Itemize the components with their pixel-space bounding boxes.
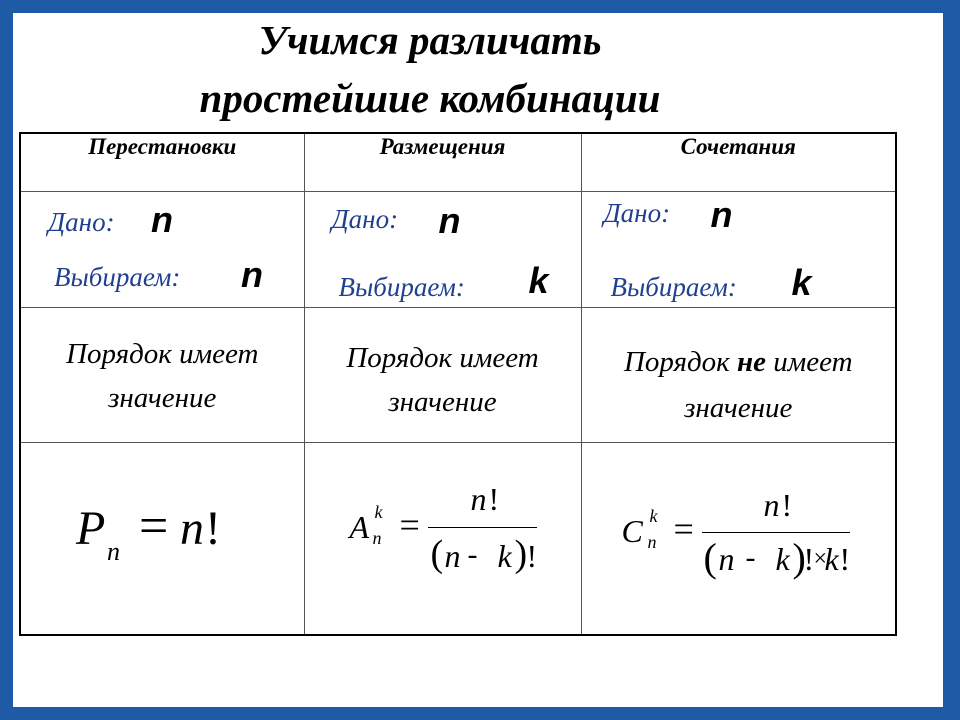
formula-subscript: n: [647, 531, 657, 552]
denominator-k: k: [497, 537, 512, 574]
fraction-bar: [428, 527, 537, 529]
order-line-1: Порядок имеет: [66, 337, 259, 370]
given-cell-arrangements: [304, 191, 581, 307]
fraction-bar: [702, 532, 850, 534]
denominator-k: k: [775, 540, 790, 577]
formula-equals: =: [673, 508, 694, 549]
formula-superscript: k: [649, 505, 658, 526]
numerator-n: n: [470, 480, 487, 517]
choose-label: Выбираем:: [54, 261, 181, 292]
numerator-factorial: !: [488, 480, 500, 517]
denominator-minus: -: [745, 540, 756, 574]
given-value: n: [151, 198, 173, 240]
formula-subscript: n: [372, 527, 382, 548]
given-value: n: [438, 199, 461, 241]
combinations-table: [19, 132, 897, 636]
given-cell-permutations: [20, 191, 304, 307]
numerator-n: n: [763, 486, 780, 523]
order-line-1: Порядок имеет: [346, 341, 539, 374]
order-cell-permutations: [20, 307, 304, 442]
denominator-factorial-2: !: [839, 540, 851, 577]
title-line-2: простейшие комбинации: [199, 75, 661, 121]
denominator-k2: k: [824, 540, 839, 577]
given-label: Дано:: [603, 197, 671, 228]
denominator-lparen: (: [703, 534, 717, 580]
order-cell-combinations: [581, 307, 896, 442]
denominator-factorial: !: [803, 540, 815, 577]
order-row: [20, 307, 896, 442]
header-permutations: Перестановки: [20, 133, 304, 191]
denominator-lparen: (: [430, 532, 444, 575]
formula-symbol: C: [621, 512, 643, 549]
header-combinations: Сочетания: [581, 133, 896, 191]
given-cell-combinations: [581, 191, 896, 307]
denominator-n: n: [718, 540, 735, 577]
given-value: n: [710, 193, 733, 235]
numerator-factorial: !: [781, 486, 793, 523]
formula-subscript: n: [107, 536, 120, 566]
denominator-n: n: [444, 537, 461, 574]
header-arrangements: Размещения: [304, 133, 581, 191]
given-row: [20, 191, 896, 307]
formula-cell-permutations: [20, 442, 304, 635]
choose-label: Выбираем:: [610, 271, 737, 302]
order-cell-arrangements: [304, 307, 581, 442]
formula-rhs-n: n: [180, 501, 204, 555]
order-line-2: значение: [388, 385, 497, 418]
denominator-minus: -: [467, 537, 478, 571]
choose-label: Выбираем:: [338, 271, 465, 302]
order-line-1-not: не: [736, 345, 766, 378]
formula-equals: =: [139, 497, 169, 555]
formula-symbol: P: [76, 501, 106, 555]
choose-value: n: [241, 253, 263, 295]
formula-equals: =: [399, 504, 420, 545]
formula-cell-arrangements: [304, 442, 581, 635]
given-label: Дано:: [331, 203, 399, 234]
choose-value: k: [528, 259, 549, 301]
formula-rhs-factorial: !: [205, 501, 221, 555]
title-line-1: Учимся различать: [258, 17, 602, 63]
denominator-times: ×: [813, 545, 828, 572]
order-line-1: [582, 340, 896, 384]
choose-value: k: [791, 261, 812, 303]
denominator-rparen: ): [514, 532, 528, 575]
formula-symbol: A: [349, 508, 370, 545]
order-line-2: значение: [684, 391, 793, 424]
formula-row: [20, 442, 896, 635]
order-line-1-post: имеет: [765, 345, 853, 378]
denominator-factorial: !: [526, 537, 538, 574]
order-line-2: значение: [108, 381, 217, 414]
order-line-1-pre: Порядок: [623, 345, 737, 378]
formula-superscript: k: [374, 501, 383, 522]
given-label: Дано:: [48, 206, 115, 237]
header-row: [20, 133, 896, 191]
formula-cell-combinations: [581, 442, 896, 635]
denominator-rparen: ): [792, 534, 806, 580]
